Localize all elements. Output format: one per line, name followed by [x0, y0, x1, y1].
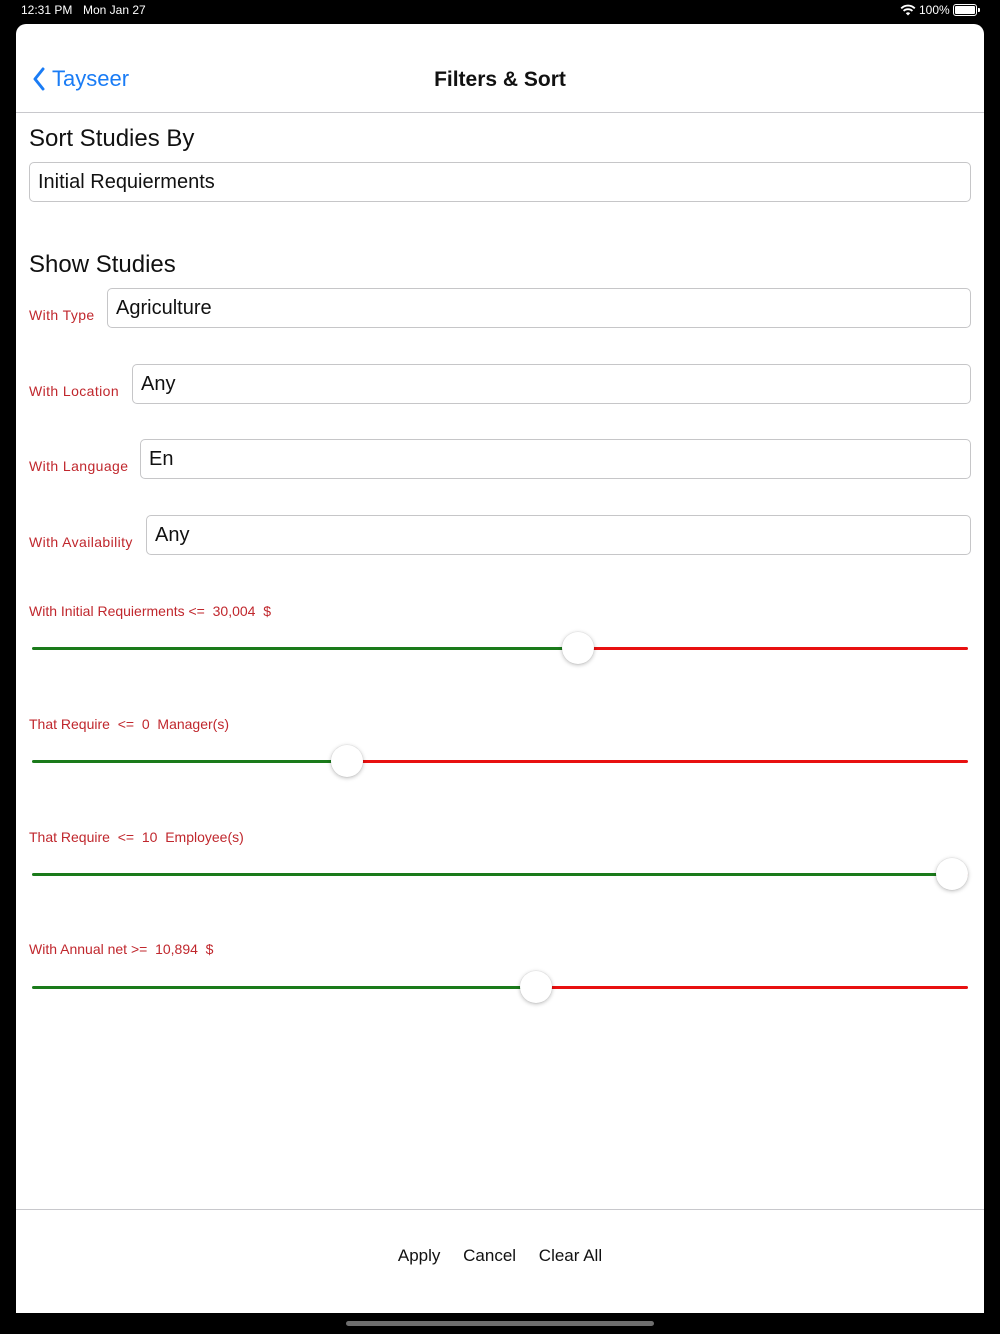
annual-net-slider[interactable]: [32, 986, 968, 989]
filters-sheet: [16, 24, 984, 1313]
slider-thumb[interactable]: [562, 632, 594, 664]
availability-label: With Availability: [29, 534, 133, 550]
language-field[interactable]: En: [140, 439, 971, 479]
slider-min-track: [32, 760, 347, 763]
initial-requirements-label: With Initial Requierments <= 30,004 $: [29, 603, 272, 619]
annual-net-label: With Annual net >= 10,894 $: [29, 941, 214, 957]
language-label: With Language: [29, 458, 129, 474]
show-heading: Show Studies: [29, 251, 176, 278]
wifi-icon: [900, 4, 916, 19]
slider-max-track: [536, 986, 968, 989]
sort-field[interactable]: Initial Requierments: [29, 162, 971, 202]
type-field[interactable]: Agriculture: [107, 288, 971, 328]
location-label: With Location: [29, 383, 120, 399]
battery-icon: [953, 4, 977, 16]
slider-min-track: [32, 873, 952, 876]
cancel-button[interactable]: Cancel: [463, 1246, 517, 1265]
status-bar: [0, 0, 1000, 22]
apply-button[interactable]: Apply: [397, 1246, 441, 1265]
home-indicator: [346, 1321, 654, 1326]
slider-thumb[interactable]: [936, 858, 968, 890]
slider-max-track: [578, 647, 968, 650]
nav-bar: [16, 24, 984, 113]
slider-min-track: [32, 986, 536, 989]
availability-field[interactable]: Any: [146, 515, 971, 555]
page-title: Filters & Sort: [434, 68, 566, 91]
status-time: 12:31 PM: [21, 3, 73, 17]
managers-label: That Require <= 0 Manager(s): [29, 716, 229, 732]
managers-slider[interactable]: [32, 760, 968, 763]
employees-slider[interactable]: [32, 873, 968, 876]
status-date: Mon Jan 27: [83, 3, 146, 17]
location-field[interactable]: Any: [132, 364, 971, 404]
slider-thumb[interactable]: [331, 745, 363, 777]
clear-all-button[interactable]: Clear All: [538, 1246, 603, 1265]
bottom-toolbar: [16, 1209, 984, 1313]
slider-thumb[interactable]: [520, 971, 552, 1003]
sort-heading: Sort Studies By: [29, 125, 195, 152]
initial-requirements-slider[interactable]: [32, 647, 968, 650]
back-label: Tayseer: [52, 66, 130, 91]
battery-percent: 100%: [919, 3, 950, 17]
employees-label: That Require <= 10 Employee(s): [29, 829, 244, 845]
type-label: With Type: [29, 307, 95, 323]
slider-max-track: [347, 760, 968, 763]
slider-min-track: [32, 647, 578, 650]
